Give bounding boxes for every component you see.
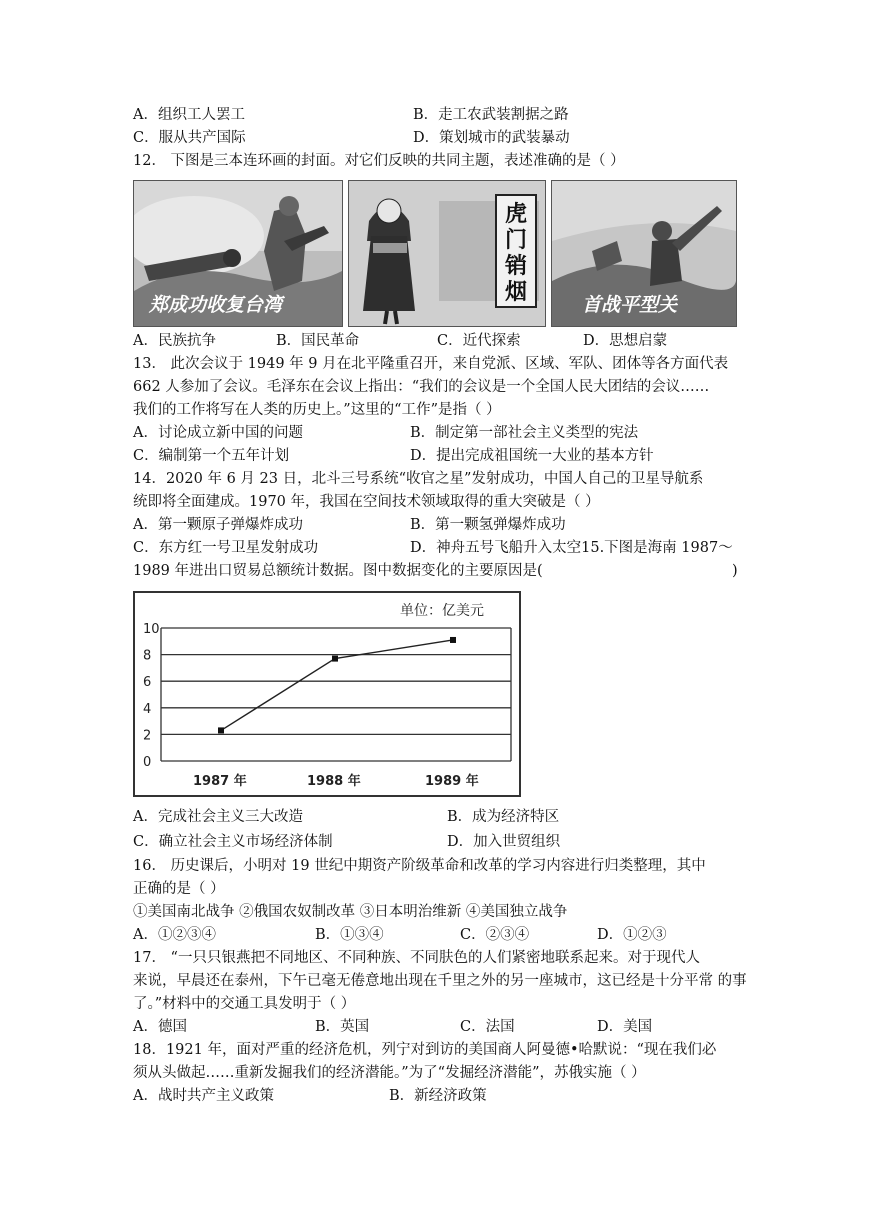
- q15-option-b: B．成为经济特区: [447, 809, 560, 825]
- data-point-1: [218, 727, 224, 733]
- comic-cover-zheng-chenggong: [133, 180, 343, 327]
- trade-line-chart: [135, 593, 519, 795]
- q11-option-d: D．策划城市的武装暴动: [413, 130, 570, 146]
- q14-option-a: A．第一颗原子弹爆炸成功: [133, 517, 303, 533]
- q17-option-c: C．法国: [460, 1019, 515, 1035]
- q18-line1: 18．1921 年，面对严重的经济危机，列宁对到访的美国商人阿曼德•哈默说：“现在我们必: [133, 1042, 717, 1058]
- img3-caption: 首战平型关: [582, 294, 678, 316]
- q17-option-d: D．美国: [597, 1019, 653, 1035]
- q12-option-a: A．民族抗争: [133, 333, 216, 349]
- data-point-3: [450, 637, 456, 643]
- q13-option-c: C．编制第一个五年计划: [133, 448, 290, 464]
- q11-option-b: B．走工农武装割据之路: [413, 107, 569, 123]
- q18-option-b: B．新经济政策: [389, 1088, 487, 1104]
- q14-option-d: D．神舟五号飞船升入太空15.下图是海南 1987～: [410, 540, 733, 556]
- q17-line2: 来说，早晨还在泰州，下午已毫无倦意地出现在千里之外的另一座城市，这已经是十分平常 的事: [133, 973, 747, 989]
- x-tick-label: 1989 年: [425, 774, 479, 789]
- q16-option-b: B．①③④: [315, 927, 384, 943]
- q18-option-a: A．战时共产主义政策: [133, 1088, 274, 1104]
- q14-line2: 统即将全面建成。1970 年，我国在空间技术领域取得的重大突破是（ ）: [133, 494, 600, 510]
- q17-line3: 了。”材料中的交通工具发明于（ ）: [133, 996, 356, 1012]
- q11-option-c: C．服从共产国际: [133, 130, 246, 146]
- q15-option-d: D．加入世贸组织: [447, 834, 561, 850]
- x-tick-label: 1987 年: [193, 774, 247, 789]
- q15-option-a: A．完成社会主义三大改造: [133, 809, 303, 825]
- q12-option-d: D．思想启蒙: [583, 333, 668, 349]
- data-point-2: [332, 656, 338, 662]
- q12-stem: 12． 下图是三本连环画的封面。对它们反映的共同主题，表述准确的是（ ）: [133, 153, 625, 169]
- comic-cover-humen: [348, 180, 546, 327]
- y-tick-label: 2: [143, 728, 152, 744]
- y-tick-label: 10: [143, 622, 160, 637]
- q13-option-d: D．提出完成祖国统一大业的基本方针: [410, 448, 654, 464]
- x-tick-label: 1988 年: [307, 774, 361, 789]
- q18-line2: 须从头做起……重新发掘我们的经济潜能。”为了“发掘经济潜能”，苏俄实施（ ）: [133, 1065, 646, 1081]
- q15-stem-close: ): [732, 563, 738, 579]
- q13-line2: 662 人参加了会议。毛泽东在会议上指出：“我们的会议是一个全国人民大团结的会议……: [133, 379, 710, 395]
- q13-line3: 我们的工作将写在人类的历史上。”这里的“工作”是指（ ）: [133, 402, 501, 418]
- img1-caption: 郑成功收复台湾: [149, 294, 283, 316]
- q16-option-a: A．①②③④: [133, 927, 216, 943]
- q15-stem: 1989 年进出口贸易总额统计数据。图中数据变化的主要原因是(: [133, 563, 543, 579]
- q12-option-b: B．国民革命: [276, 333, 360, 349]
- y-tick-label: 8: [143, 648, 152, 664]
- q17-line1: 17． “一只只银燕把不同地区、不同种族、不同肤色的人们紧密地联系起来。对于现代人: [133, 950, 700, 966]
- trade-chart-frame: [133, 591, 521, 797]
- q17-option-b: B．英国: [315, 1019, 370, 1035]
- series-line: [221, 640, 453, 730]
- y-tick-label: 0: [143, 755, 152, 770]
- chart-title: 单位：亿美元: [400, 603, 484, 619]
- q17-option-a: A．德国: [133, 1019, 187, 1035]
- q12-option-c: C．近代探索: [437, 333, 521, 349]
- q13-option-a: A．讨论成立新中国的问题: [133, 425, 303, 441]
- comic-cover-pingxingguan: [551, 180, 737, 327]
- q13-option-b: B．制定第一部社会主义类型的宪法: [410, 425, 639, 441]
- q14-option-b: B．第一颗氢弹爆炸成功: [410, 517, 566, 533]
- q14-option-c: C．东方红一号卫星发射成功: [133, 540, 319, 556]
- q13-line1: 13． 此次会议于 1949 年 9 月在北平隆重召开，来自党派、区域、军队、团体等各方面代表: [133, 356, 729, 372]
- q14-line1: 14．2020 年 6 月 23 日，北斗三号系统“收官之星”发射成功，中国人自己的卫星导航系: [133, 471, 704, 487]
- q16-option-d: D．①②③: [597, 927, 667, 943]
- y-tick-label: 6: [143, 675, 152, 691]
- y-tick-label: 4: [143, 701, 152, 717]
- img2-caption: 虎门销烟: [505, 201, 528, 305]
- q16-line2: 正确的是（ ）: [133, 881, 225, 897]
- q15-option-c: C．确立社会主义市场经济体制: [133, 834, 333, 850]
- q16-items: ①美国南北战争 ②俄国农奴制改革 ③日本明治维新 ④美国独立战争: [133, 904, 568, 920]
- q11-option-a: A．组织工人罢工: [133, 107, 245, 123]
- q16-line1: 16． 历史课后，小明对 19 世纪中期资产阶级革命和改革的学习内容进行归类整理，其中: [133, 858, 706, 874]
- q16-option-c: C．②③④: [460, 927, 530, 943]
